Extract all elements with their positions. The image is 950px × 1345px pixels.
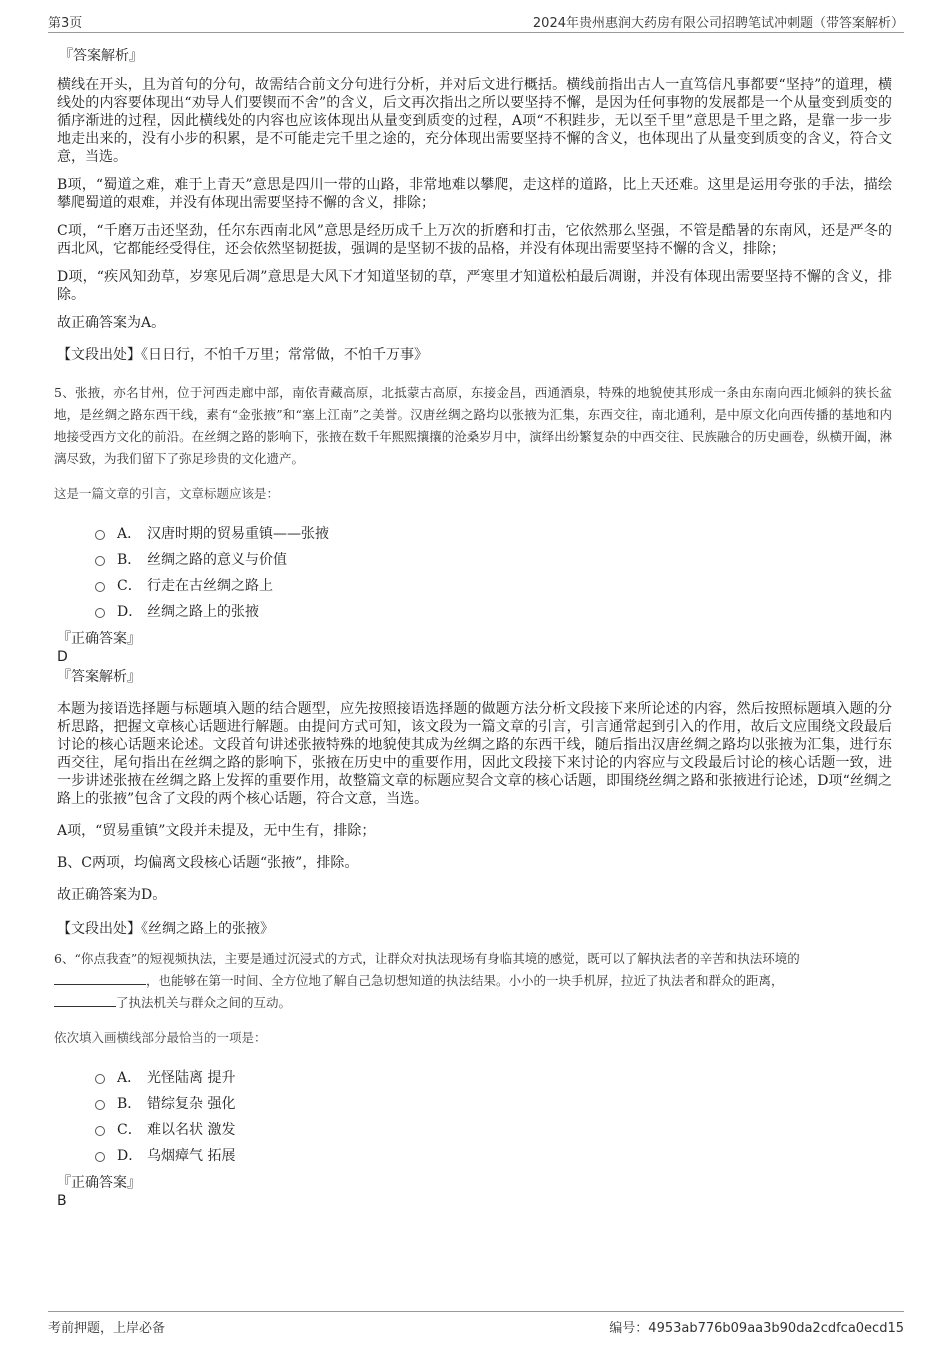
document-code: 编号：4953ab776b09aa3b90da2cdfca0ecd15 (609, 1321, 904, 1336)
option-b[interactable] (95, 546, 892, 572)
source-note: 【文段出处】《丝绸之路上的张掖》 (57, 921, 274, 937)
option-letter: A． (117, 1070, 142, 1086)
stem-text: 6、“你点我查”的短视频执法，主要是通过沉浸式的方式，让群众对执法现场有身临其境的感觉，既可以了解执法者的辛苦和执法环境的 (54, 951, 800, 966)
analysis-paragraph: C项，“千磨万击还坚劲，任尔东西南北风”意思是经历成千上万次的折磨和打击，它依然那么坚强，不管是酷暑的东南风，还是严冬的西北风，它都能经受得住，还会依然坚韧挺拔，强调的是坚韧不拔的品格，并没有体现出需要坚持不懈的含义，排除； (57, 223, 892, 257)
option-letter: B． (117, 552, 142, 568)
option-d[interactable] (95, 1142, 892, 1168)
radio-icon[interactable] (95, 1126, 105, 1136)
document-body (54, 42, 892, 1212)
document-title: 2024年贵州惠润大药房有限公司招聘笔试冲刺题（带答案解析） (532, 16, 904, 31)
option-letter: A． (117, 526, 142, 542)
option-letter: B． (117, 1096, 142, 1112)
footer-slogan: 考前押题，上岸必备 (48, 1321, 166, 1336)
option-text: 难以名状 激发 (147, 1122, 236, 1138)
option-letter: C． (117, 1122, 142, 1138)
conclusion: 故正确答案为A。 (57, 315, 166, 331)
option-text: 行走在古丝绸之路上 (147, 578, 273, 594)
analysis-paragraph: B、C两项，均偏离文段核心话题“张掖”，排除。 (57, 855, 359, 871)
question-prompt: 这是一篇文章的引言，文章标题应该是： (54, 486, 280, 501)
option-letter: D． (117, 1148, 143, 1164)
options-list (95, 520, 892, 624)
analysis-paragraph: 横线在开头，且为首句的分句，故需结合前文分句进行分析，并对后文进行概括。横线前指出古人一直笃信凡事都要“坚持”的道理，横线处的内容要体现出“劝导人们要锲而不舍”的含义，后文再次指出之所以要坚持不懈，是因为任何事物的发展都是一个从量变到质变的循序渐进的过程，因此横线处的内容也应该体现出从量变到质变的过程，A项“不积跬步，无以至千里”意思是千里之路，是靠一步一步地走出来的，没有小步的积累，是不可能走完千里之途的，充分体现出需要坚持不懈的含义，也体现出了从量变到质变的含义，符合文意，当选。 (57, 77, 892, 165)
analysis-paragraph: B项，“蜀道之难，难于上青天”意思是四川一带的山路，非常地难以攀爬，走这样的道路，比上天还难。这里是运用夸张的手法，描绘攀爬蜀道的艰难，并没有体现出需要坚持不懈的含义，排除； (57, 177, 892, 211)
radio-icon[interactable] (95, 1074, 105, 1084)
question-prompt: 依次填入画横线部分最恰当的一项是： (54, 1030, 267, 1045)
option-text: 汉唐时期的贸易重镇——张掖 (147, 526, 329, 542)
option-text: 错综复杂 强化 (147, 1096, 236, 1112)
page-footer (48, 1311, 904, 1336)
question-stem (54, 948, 892, 1014)
option-b[interactable] (95, 1090, 892, 1116)
analysis-tag: 『答案解析』 (59, 48, 143, 64)
analysis-paragraph: A项，“贸易重镇”文段并未提及，无中生有，排除； (57, 823, 376, 839)
options-list (95, 1064, 892, 1168)
option-c[interactable] (95, 572, 892, 598)
answer-tag: 『正确答案』 (57, 1175, 141, 1191)
option-d[interactable] (95, 598, 892, 624)
radio-icon[interactable] (95, 530, 105, 540)
answer-tag: 『正确答案』 (57, 631, 141, 647)
option-letter: D． (117, 604, 143, 620)
page-number: 第3页 (48, 16, 83, 31)
question-stem: 5、张掖，亦名甘州，位于河西走廊中部，南依青藏高原，北抵蒙古高原，东接金昌，西通酒泉，特殊的地貌使其形成一条由东南向西北倾斜的狭长盆地，是丝绸之路东西干线，素有“金张掖”和“塞上江南”之美誉。汉唐丝绸之路均以张掖为汇集，东西交往，南北通利，是中原文化向西传播的基地和内地接受西方文化的前沿。在丝绸之路的影响下，张掖在数千年熙熙攘攘的沧桑岁月中，演绎出纷繁复杂的中西交往、民族融合的历史画卷，纵横开阖，淋漓尽致，为我们留下了弥足珍贵的文化遗产。 (54, 385, 892, 466)
radio-icon[interactable] (95, 608, 105, 618)
source-note: 【文段出处】《日日行，不怕千万里；常常做，不怕千万事》 (57, 347, 428, 363)
option-text: 丝绸之路上的张掖 (147, 604, 259, 620)
analysis-paragraph: D项，“疾风知劲草，岁寒见后凋”意思是大风下才知道坚韧的草，严寒里才知道松柏最后凋谢，并没有体现出需要坚持不懈的含义，排除。 (57, 269, 892, 303)
correct-answer: D (57, 649, 68, 665)
correct-answer: B (57, 1193, 67, 1209)
page-header (48, 12, 904, 33)
stem-text: ，也能够在第一时间、全方位地了解自己急切想知道的执法结果。小小的一块手机屏，拉近了执法者和群众的距离， (146, 973, 784, 988)
radio-icon[interactable] (95, 556, 105, 566)
analysis-paragraph: 本题为接语选择题与标题填入题的结合题型，应先按照接语选择题的做题方法分析文段接下来所论述的内容，然后按照标题填入题的分析思路，把握文章核心话题进行解题。由提问方式可知，该文段为一篇文章的引言，引言通常起到引入的作用，故后文应围绕文段最后讨论的核心话题来论述。文段首句讲述张掖特殊的地貌使其成为丝绸之路的东西干线，随后指出汉唐丝绸之路均以张掖为汇集，进行东西交往，尾句指出在丝绸之路的影响下，张掖在历史中的重要作用，因此文段接下来讨论的内容应与文段最后讨论的核心话题一致，进一步讲述张掖在丝绸之路上发挥的重要作用，故整篇文章的标题应契合文章的核心话题，即围绕丝绸之路和张掖进行论述，D项“丝绸之路上的张掖”包含了文段的两个核心话题，符合文意，当选。 (57, 701, 892, 807)
conclusion: 故正确答案为D。 (57, 887, 167, 903)
option-a[interactable] (95, 1064, 892, 1090)
option-text: 丝绸之路的意义与价值 (147, 552, 287, 568)
option-text: 光怪陆离 提升 (147, 1070, 236, 1086)
analysis-tag: 『答案解析』 (57, 669, 141, 685)
radio-icon[interactable] (95, 1100, 105, 1110)
option-a[interactable] (95, 520, 892, 546)
option-c[interactable] (95, 1116, 892, 1142)
radio-icon[interactable] (95, 1152, 105, 1162)
option-letter: C． (117, 578, 142, 594)
fill-blank (54, 994, 116, 1007)
option-text: 乌烟瘴气 拓展 (147, 1148, 236, 1164)
stem-text: 了执法机关与群众之间的互动。 (116, 995, 292, 1010)
fill-blank (54, 972, 146, 985)
radio-icon[interactable] (95, 582, 105, 592)
